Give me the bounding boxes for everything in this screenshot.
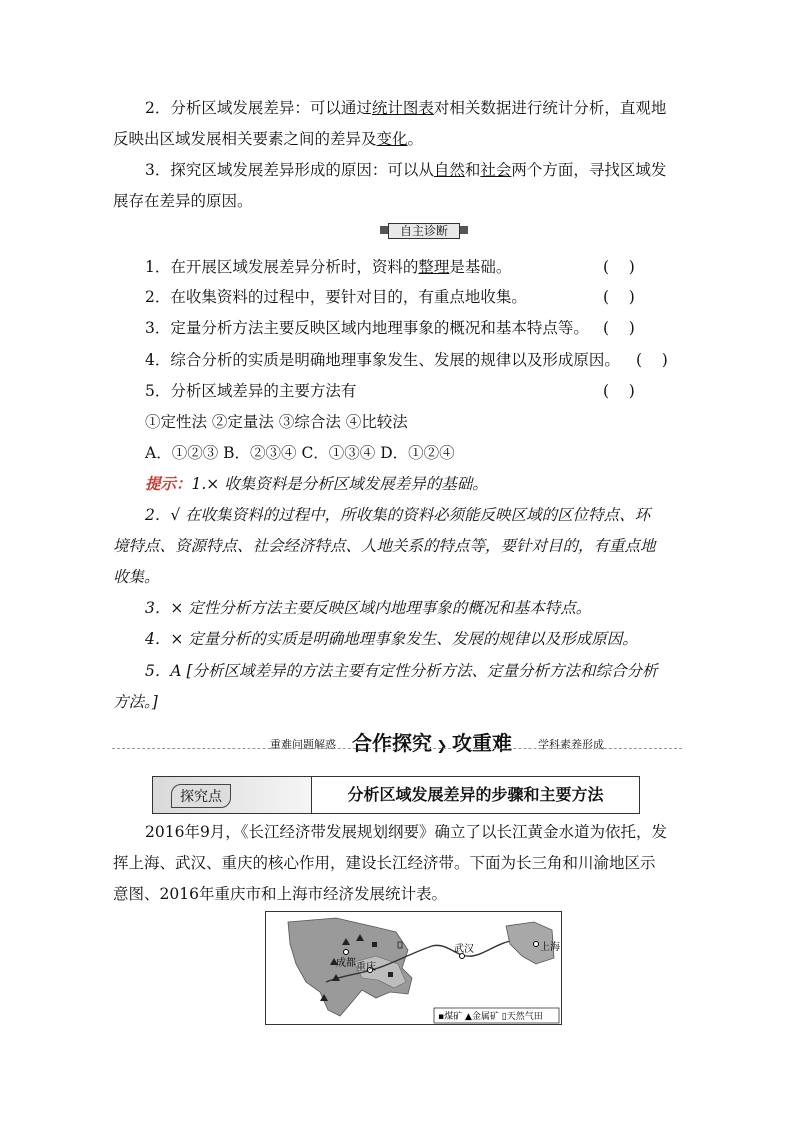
city-label-shanghai: 上海 (540, 942, 560, 953)
section-left-label: 重难问题解惑 (270, 738, 336, 751)
question-5: 5．分析区域差异的主要方法有 (145, 382, 357, 400)
topic-box (152, 776, 640, 814)
arrow-icon: ❯ (432, 739, 452, 754)
topic-tag: 探究点 (171, 784, 231, 808)
question-4: 4．综合分析的实质是明确地理事象发生、发展的规律以及形成原因。 (145, 351, 620, 369)
hint-2-line1: 2．√ 在收集资料的过程中，所收集的资料必须能反映区域的区位特点、环 (145, 506, 651, 524)
section-divider (112, 748, 682, 749)
map-graphic (266, 912, 561, 1024)
banner-label: 自主诊断 (388, 223, 460, 239)
step2-line2: 反映出区域发展相关要素之间的差异及变化。 (113, 130, 424, 148)
section-title: 合作探究 ❯ 攻重难 (352, 731, 512, 755)
section-right-label: 学科素养形成 (538, 738, 604, 751)
answer-blank-4: ( ) (636, 351, 668, 369)
city-label-chongqing: 重庆 (356, 962, 376, 973)
question-3: 3．定量分析方法主要反映区域内地理事象的概况和基本特点等。 (145, 319, 589, 337)
region-map (265, 911, 562, 1025)
hint-2-line3: 收集。 (113, 568, 160, 586)
answer-blank-5: ( ) (603, 382, 635, 400)
topic-tag-area (153, 777, 312, 813)
passage-line3: 意图、2016年重庆市和上海市经济发展统计表。 (113, 885, 447, 903)
topic-title: 分析区域发展差异的步骤和主要方法 (347, 785, 604, 804)
question-1: 1．在开展区域发展差异分析时，资料的整理是基础。 (145, 258, 512, 276)
answer-blank-2: ( ) (603, 288, 635, 306)
passage-line1: 2016年9月，《长江经济带发展规划纲要》确立了以长江黄金水道为依托，发 (145, 823, 668, 841)
city-label-wuhan: 武汉 (454, 944, 474, 955)
passage-line2: 挥上海、武汉、重庆的核心作用，建设长江经济带。下面为长三角和川渝地区示 (113, 854, 656, 872)
question-2: 2．在收集资料的过程中，要针对目的，有重点地收集。 (145, 288, 527, 306)
hint-1: 提示：1.× 收集资料是分析区域发展差异的基础。 (145, 474, 488, 493)
answer-blank-1: ( ) (603, 258, 635, 276)
step2-line1: 2．分析区域发展差异：可以通过统计图表对相关数据进行统计分析，直观地 (145, 99, 667, 117)
step3-line2: 展存在差异的原因。 (113, 192, 253, 210)
city-label-chengdu: 成都 (336, 958, 356, 969)
self-check-banner (380, 222, 468, 240)
coal-mine-icon (372, 942, 377, 947)
map-legend: ▪煤矿 ▲金属矿 ▯天然气田 (438, 1012, 543, 1022)
city-shanghai-dot (534, 942, 539, 947)
answer-options: A．①②③ B．②③④ C．①③④ D．①②④ (145, 444, 455, 462)
banner-right-bar (460, 226, 468, 234)
hint-3: 3．× 定性分析方法主要反映区域内地理事象的概况和基本特点。 (145, 599, 592, 617)
answer-blank-3: ( ) (603, 319, 635, 337)
hint-5-line1: 5．A [分析区域差异的方法主要有定性分析方法、定量分析方法和综合分析 (145, 662, 658, 680)
hint-4: 4．× 定量分析的实质是明确地理事象发生、发展的规律以及形成原因。 (145, 630, 638, 648)
coal-mine-icon (388, 972, 393, 977)
method-list: ①定性法 ②定量法 ③综合法 ④比较法 (145, 413, 408, 431)
hint-2-line2: 境特点、资源特点、社会经济特点、人地关系的特点等，要针对目的，有重点地 (113, 537, 656, 555)
step3-line1: 3．探究区域发展差异形成的原因：可以从自然和社会两个方面，寻找区域发 (145, 161, 667, 179)
banner-left-bar (380, 226, 388, 234)
hint-5-line2: 方法。] (113, 693, 158, 711)
city-chengdu-dot (344, 950, 349, 955)
